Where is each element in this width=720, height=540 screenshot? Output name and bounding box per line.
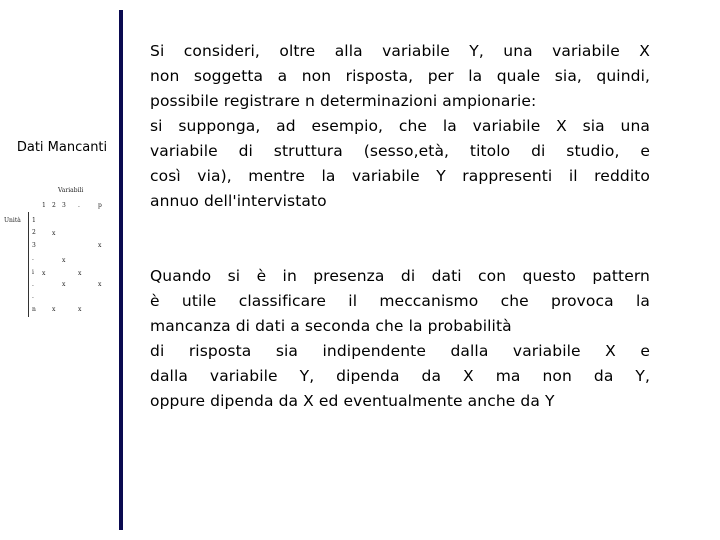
text-line: si supponga, ad esempio, che la variabile X sia una xyxy=(150,117,650,135)
text-line: di risposta sia indipendente dalla variabile X e xyxy=(150,342,650,360)
matrix-cell-mark: x xyxy=(62,257,66,264)
sidebar-title: Dati Mancanti xyxy=(16,140,108,155)
matrix-header: Variabili xyxy=(58,187,84,194)
text-line: annuo dell'intervistato xyxy=(150,192,327,210)
matrix-row-i: i xyxy=(32,269,34,276)
matrix-col-p: p xyxy=(98,202,102,209)
matrix-cell-mark: x xyxy=(62,281,66,288)
text-line: mancanza di dati a seconda che la probabilità xyxy=(150,317,512,335)
matrix-row-dot-1: . xyxy=(32,255,34,262)
text-line: Quando si è in presenza di dati con questo pattern xyxy=(150,267,650,285)
text-line: dalla variabile Y, dipenda da X ma non da Y, xyxy=(150,367,650,385)
matrix-cell-mark: x xyxy=(52,306,56,313)
text-line: variabile di struttura (sesso,età, titolo di studio, e xyxy=(150,142,650,160)
text-line: Si consideri, oltre alla variabile Y, una variabile X xyxy=(150,42,650,60)
matrix-row-n: n xyxy=(32,306,36,313)
matrix-row-3: 3 xyxy=(32,242,36,249)
paragraph-1 xyxy=(150,39,650,214)
text-line: oppure dipenda da X ed eventualmente anche da Y xyxy=(150,392,555,410)
matrix-col-dots: . xyxy=(78,202,80,209)
text-line: è utile classificare il meccanismo che provoca la xyxy=(150,292,650,310)
matrix-row-1: 1 xyxy=(32,217,36,224)
data-matrix-figure xyxy=(0,180,118,320)
matrix-row-dot-3: . xyxy=(32,293,34,300)
vertical-divider xyxy=(119,10,123,530)
matrix-row-axis xyxy=(28,212,29,317)
matrix-cell-mark: x xyxy=(98,242,102,249)
paragraph-2 xyxy=(150,264,650,414)
text-line: così via), mentre la variabile Y rappresenti il reddito xyxy=(150,167,650,185)
matrix-col-3: 3 xyxy=(62,202,66,209)
matrix-col-2: 2 xyxy=(52,202,56,209)
matrix-row-label: Unità xyxy=(4,217,21,224)
matrix-cell-mark: x xyxy=(78,306,82,313)
matrix-row-2: 2 xyxy=(32,229,36,236)
text-line: non soggetta a non risposta, per la quale sia, quindi, xyxy=(150,67,650,85)
text-line: possibile registrare n determinazioni ampionarie: xyxy=(150,92,537,110)
matrix-cell-mark: x xyxy=(78,270,82,277)
matrix-col-1: 1 xyxy=(42,202,46,209)
matrix-cell-mark: x xyxy=(52,230,56,237)
matrix-row-dot-2: . xyxy=(32,281,34,288)
matrix-cell-mark: x xyxy=(98,281,102,288)
matrix-cell-mark: x xyxy=(42,270,46,277)
